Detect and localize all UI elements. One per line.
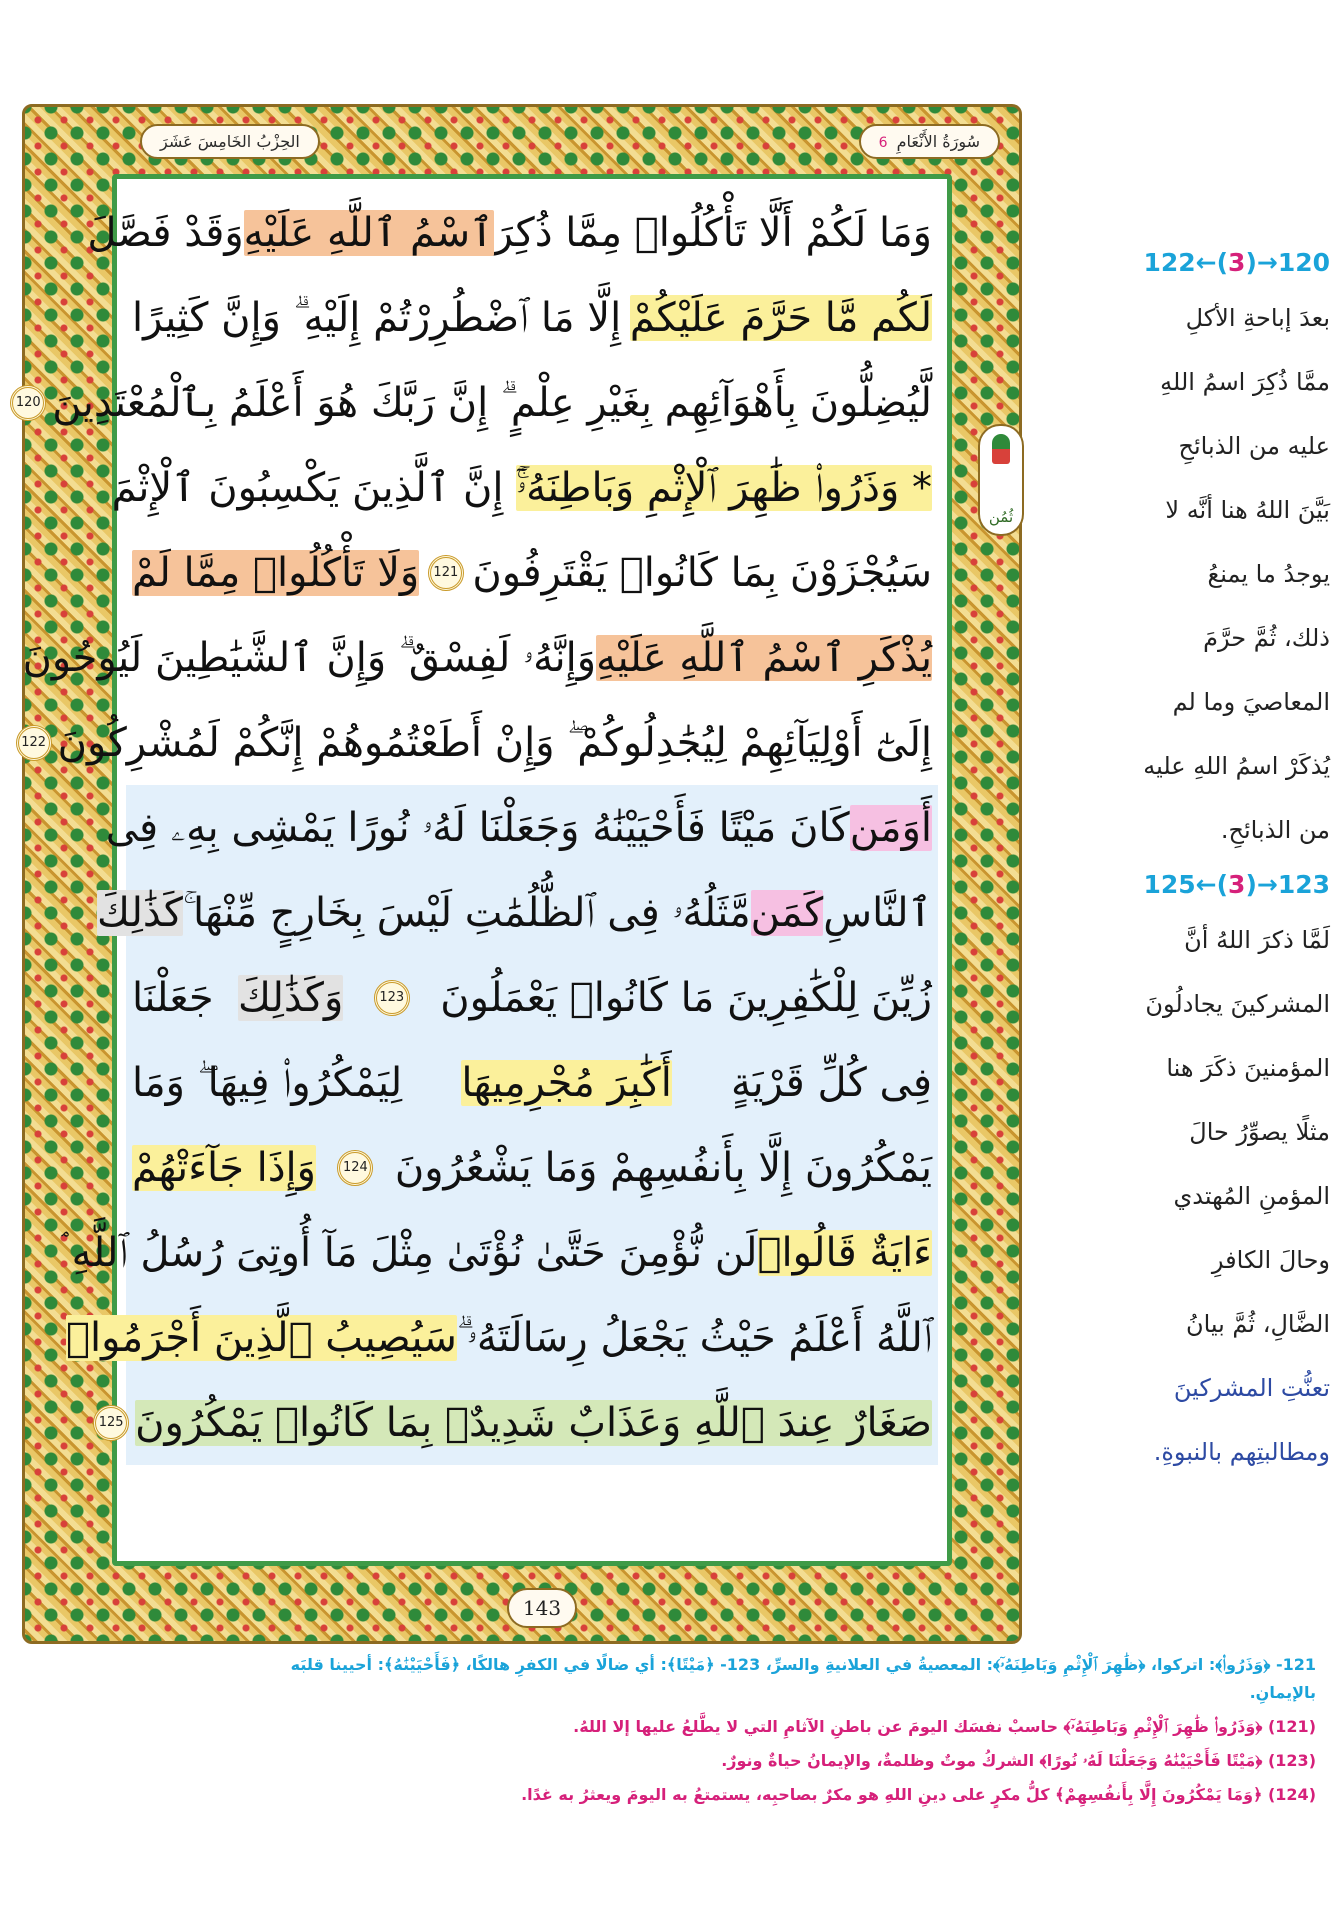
- verse-segment: إِلَىٰٓ أَوْلِيَآئِهِمْ لِيُجَٰدِلُوكُمْ ۖ وَإِنْ أَطَعْتُمُوهُمْ إِنَّكُمْ لَمُشْرِكُونَ: [57, 719, 932, 766]
- verse-line: [98, 1380, 938, 1465]
- commentary-line: المعاصيَ وما لم: [1172, 688, 1330, 716]
- reflection-note: (123) ﴿مَيْتًا فَأَحْيَيْنَٰهُ وَجَعَلْنَا لَهُۥ نُورًا﴾ الشركُ موتٌ وظلمةٌ، والإيمانُ حياةٌ ونورٌ.: [721, 1751, 1316, 1770]
- verse-segment: وَقَدْ فَصَّلَ: [87, 209, 244, 256]
- highlighted-phrase: لَكُم مَّا حَرَّمَ عَلَيْكُمْ: [629, 294, 932, 341]
- highlighted-phrase: وَكَذَٰلِكَ: [238, 974, 344, 1021]
- verse-line: [126, 1125, 938, 1210]
- highlighted-phrase: وَإِذَا جَآءَتْهُمْ: [132, 1144, 316, 1191]
- verse-line: [111, 445, 938, 530]
- verse-line: [126, 1040, 938, 1125]
- verse-line: [65, 1295, 938, 1380]
- commentary-line: بَيَّنَ اللهُ هنا أنَّه لا: [1165, 496, 1330, 524]
- verse-segment: يَمْكُرُونَ إِلَّا بِأَنفُسِهِمْ وَمَا يَشْعُرُونَ: [394, 1144, 932, 1191]
- verse-line: [97, 870, 938, 955]
- commentary-line: ذلك، ثُمَّ حرَّمَ: [1203, 624, 1330, 652]
- verse-line: [126, 955, 938, 1040]
- verse-segment: جَعَلْنَا: [132, 974, 214, 1021]
- highlighted-phrase: * وَذَرُوا۟ ظَٰهِرَ ٱلْإِثْمِ وَبَاطِنَهُۥٓ: [516, 464, 932, 511]
- glossary-tail: بالإيمانِ.: [1249, 1683, 1316, 1702]
- commentary-line: مثلًا يصوِّرُ حالَ: [1189, 1118, 1330, 1146]
- highlighted-phrase: أَكَٰبِرَ مُجْرِمِيهَا: [461, 1059, 672, 1106]
- verse-segment: وَإِنَّهُۥ لَفِسْقٌ ۗ وَإِنَّ ٱلشَّيَٰطِينَ لَيُوحُونَ: [22, 634, 597, 681]
- verse-segment: زُيِّنَ لِلْكَٰفِرِينَ مَا كَانُوا۟ يَعْمَلُونَ: [440, 974, 932, 1021]
- verse-segment: لَّيُضِلُّونَ بِأَهْوَآئِهِم بِغَيْرِ عِلْمٍ ۗ إِنَّ رَبَّكَ هُوَ أَعْلَمُ بِٱلْمُعْتَدِينَ: [52, 379, 932, 426]
- commentary-block-1: [1030, 286, 1330, 862]
- ayah-number-marker: 123: [374, 980, 410, 1016]
- verse-segment: ٱللَّهُ أَعْلَمُ حَيْثُ يَجْعَلُ رِسَالَتَهُۥ ۗ: [456, 1314, 932, 1361]
- verse-segment: لِيَمْكُرُوا۟ فِيهَا ۖ وَمَا: [132, 1059, 403, 1106]
- ayah-number-marker: 121: [428, 555, 464, 591]
- highlighted-phrase: أَوَمَن: [849, 804, 932, 851]
- verse-segment: إِلَّا مَا ٱضْطُرِرْتُمْ إِلَيْهِ ۗ وَإِنَّ كَثِيرًا: [132, 294, 622, 341]
- ayah-number-marker: 124: [337, 1150, 373, 1186]
- reflection-note: (121) ﴿وَذَرُوا۟ ظَٰهِرَ ٱلْإِثْمِ وَبَاطِنَهُۥٓ﴾ حاسبْ نفسَك اليومَ عن باطنِ الآثامِ التي لا يطَّلعُ عليها إلا اللهُ.: [573, 1717, 1316, 1736]
- commentary-line: المؤمنِ المُهتدي: [1173, 1182, 1330, 1210]
- highlighted-phrase: سَيُصِيبُ ٱلَّذِينَ أَجْرَمُوا۟: [65, 1314, 457, 1361]
- surah-name: سُورَةُ الأَنْعَامِ: [896, 131, 980, 151]
- reflection-note: (124) ﴿وَمَا يَمْكُرُونَ إِلَّا بِأَنفُسِهِمْ﴾ كلُّ مكرٍ على دينِ اللهِ هو مكرٌ بصاحبِه، يستمتعُ به اليومَ ويعثرُ به غدًا.: [521, 1785, 1316, 1804]
- verse-segment: كَانَ مَيْتًا فَأَحْيَيْنَٰهُ وَجَعَلْنَا لَهُۥ نُورًا يَمْشِى بِهِۦ فِى: [105, 804, 850, 851]
- highlighted-phrase: كَذَٰلِكَ: [97, 889, 183, 936]
- hizb-label: الحِزْبُ الخَامِسَ عَشَرَ: [140, 124, 320, 159]
- highlighted-phrase: ءَايَةٌ قَالُوا۟: [757, 1229, 932, 1276]
- highlighted-phrase: كَمَن: [750, 889, 824, 936]
- highlighted-phrase: صَغَارٌ عِندَ ٱللَّهِ وَعَذَابٌ شَدِيدٌۢ بِمَا كَانُوا۟ يَمْكُرُونَ: [135, 1399, 932, 1446]
- commentary-line: الضَّالِ، ثُمَّ بيانُ: [1185, 1310, 1330, 1338]
- highlighted-phrase: يُذْكَرِ ٱسْمُ ٱللَّهِ عَلَيْهِ: [596, 634, 932, 681]
- verse-segment: ٱلنَّاسِ: [823, 889, 932, 936]
- commentary-line: وحالَ الكافرِ: [1211, 1246, 1330, 1274]
- commentary-line: من الذبائحِ.: [1220, 816, 1330, 844]
- verse-segment: مَّثَلُهُۥ فِى ٱلظُّلُمَٰتِ لَيْسَ بِخَارِجٍ مِّنْهَا ۚ: [182, 889, 751, 936]
- commentary-line: عليه من الذبائحِ: [1178, 432, 1330, 460]
- commentary-line: يوجدُ ما يمنعُ: [1207, 560, 1330, 588]
- verse-line: [126, 275, 938, 360]
- side-commentary: [1030, 240, 1330, 1484]
- verse-segment: وَمَا لَكُمْ أَلَّا تَأْكُلُوا۟ مِمَّا ذُكِرَ: [493, 209, 932, 256]
- page-number: 143: [507, 1588, 577, 1628]
- thumn-marker: [978, 424, 1024, 536]
- verse-segment: سَيُجْزَوْنَ بِمَا كَانُوا۟ يَقْتَرِفُونَ: [472, 549, 932, 596]
- verse-line: [22, 615, 938, 700]
- verse-segment: ۚ إِنَّ ٱلَّذِينَ يَكْسِبُونَ ٱلْإِثْمَ: [111, 464, 517, 511]
- highlighted-phrase: ٱسْمُ ٱللَّهِ عَلَيْهِ: [243, 209, 494, 256]
- verse-segment: لَن نُّؤْمِنَ حَتَّىٰ نُؤْتَىٰ مِثْلَ مَآ أُوتِىَ رُسُلُ ٱللَّهِ ۘ: [61, 1229, 758, 1276]
- surah-number: 6: [878, 134, 888, 151]
- ayah-number-marker: 125: [93, 1405, 129, 1441]
- highlighted-phrase: وَلَا تَأْكُلُوا۟ مِمَّا لَمْ: [132, 549, 420, 596]
- ayah-number-marker: 122: [16, 725, 52, 761]
- commentary-line: المؤمنينَ ذكَرَ هنا: [1166, 1054, 1330, 1082]
- verse-range-2: 125←(3)→123: [1143, 870, 1330, 899]
- verse-line: [21, 700, 938, 785]
- commentary-line: يُذكَرْ اسمُ اللهِ عليه: [1143, 752, 1330, 780]
- verse-line: [15, 360, 938, 445]
- commentary-line: ممَّا ذُكِرَ اسمُ اللهِ: [1160, 368, 1330, 396]
- commentary-line: المشركينَ يجادلُونَ: [1145, 990, 1330, 1018]
- verse-line: [105, 785, 938, 870]
- lantern-icon: [992, 434, 1010, 464]
- thumn-label: ثُمُن: [988, 508, 1014, 526]
- verse-line: [126, 530, 938, 615]
- footer-notes: [26, 1650, 1316, 1812]
- verse-segment: فِى كُلِّ قَرْيَةٍ: [731, 1059, 932, 1106]
- verse-line: [87, 190, 938, 275]
- ayah-number-marker: 120: [10, 385, 46, 421]
- commentary-line: بعدَ إباحةِ الأكلِ: [1185, 304, 1330, 332]
- commentary-line-accent: تعنُّتِ المشركينَ: [1173, 1374, 1330, 1402]
- verse-line: [61, 1210, 938, 1295]
- commentary-block-2: [1030, 908, 1330, 1484]
- quran-text: [15, 190, 938, 1465]
- commentary-line-accent: ومطالبتِهم بالنبوةِ.: [1153, 1438, 1330, 1466]
- glossary: 121- ﴿وَذَرُوا۟﴾: اتركوا، ﴿ظَٰهِرَ ٱلْإِثْمِ وَبَاطِنَهُۥٓ﴾: المعصيةُ في العلانيةِ والسرِّ، 123- ﴿مَيْتًا﴾: أي ضالًا في الكفرِ هالكًا، ﴿فَأَحْيَيْنَٰهُ﴾: أحيينا قلبَه: [290, 1655, 1316, 1674]
- verse-range-1: 122←(3)→120: [1143, 248, 1330, 277]
- commentary-line: لَمَّا ذكرَ اللهُ أنَّ: [1184, 926, 1330, 954]
- reflection-notes: [26, 1710, 1316, 1812]
